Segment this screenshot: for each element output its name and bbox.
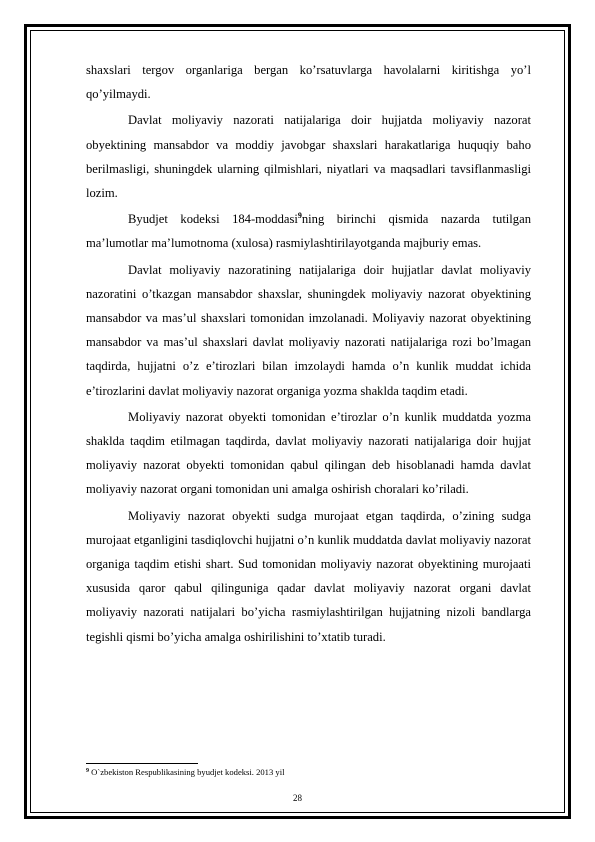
footnote-separator: [86, 763, 198, 764]
paragraph-1: shaxslari tergov organlariga bergan ko’rsatuvlarga havolalarni kiritishga yo’l qo’yilmaydi.: [86, 63, 531, 102]
footnote-reference: 9: [297, 211, 302, 221]
paragraph-3-after: ning birinchi qismida nazarda tutilgan ma’lumotlar ma’lumotnoma (xulosa) rasmiylashtirilayotganda majburiy emas.: [86, 212, 531, 251]
footnote: [86, 767, 531, 778]
paragraph-5: Moliyaviy nazorat obyekti tomonidan e’tirozlar o’n kunlik muddatda yozma shaklda taqdim etilmagan taqdirda, davlat moliyaviy nazorati natijalariga doir hujjat moliyaviy nazorat obyekti tomonidan qabul qilingan deb hisoblanadi hamda davlat moliyaviy nazorat organi tomonidan uni amalga oshirish choralari ko’riladi.: [86, 409, 531, 497]
footnote-mark: 9: [86, 768, 89, 774]
document-body: [86, 58, 531, 649]
paragraph-6: Moliyaviy nazorat obyekti sudga murojaat etgan taqdirda, o’zining sudga murojaat etganligini tasdiqlovchi hujjatni o’n kunlik muddatda davlat moliyaviy nazorat organiga taqdim etishi shart. Sud tomonidan moliyaviy nazorat obyektining murojaati xususida qaror qabul qilinguniga qadar davlat moliyaviy nazorat organi davlat moliyaviy nazorati natijalari bo’yicha rasmiylashtirilgan hujjatning nizoli bandlarga tegishli qismi bo’yicha amalga oshirilishini to’xtatib turadi.: [86, 508, 531, 644]
paragraph-4: Davlat moliyaviy nazoratining natijalariga doir hujjatlar davlat moliyaviy nazoratini o’tkazgan mansabdor shaxslar, shuningdek moliyaviy nazorat obyektining mansabdor va mas’ul shaxslari tomonidan imzolanadi. Moliyaviy nazorat obyektining mansabdor va mas’ul shaxslari davlat moliyaviy nazorati natijalariga rozi bo’lmagan taqdirda, hujjatni o’z e’tirozlari bilan imzolaydi hamda o’n kunlik muddat ichida e’tirozlarini davlat moliyaviy nazorat organiga yozma shaklda taqdim etadi.: [86, 262, 531, 398]
footnote-text: O`zbekiston Respublikasining byudjet kodeksi. 2013 yil: [89, 767, 285, 777]
paragraph-2: Davlat moliyaviy nazorati natijalariga doir hujjatda moliyaviy nazorat obyektining mansabdor va moddiy javobgar shaxslari harakatlariga huquqiy baho berilmasligi, shuningdek ularning qilmishlari, niyatlari va maqsadlari tavsiflanmasligi lozim.: [86, 113, 531, 201]
paragraph-3: [86, 207, 531, 255]
paragraph-3-before: Byudjet kodeksi 184-moddasi: [128, 212, 298, 227]
page-number: 28: [293, 793, 302, 803]
